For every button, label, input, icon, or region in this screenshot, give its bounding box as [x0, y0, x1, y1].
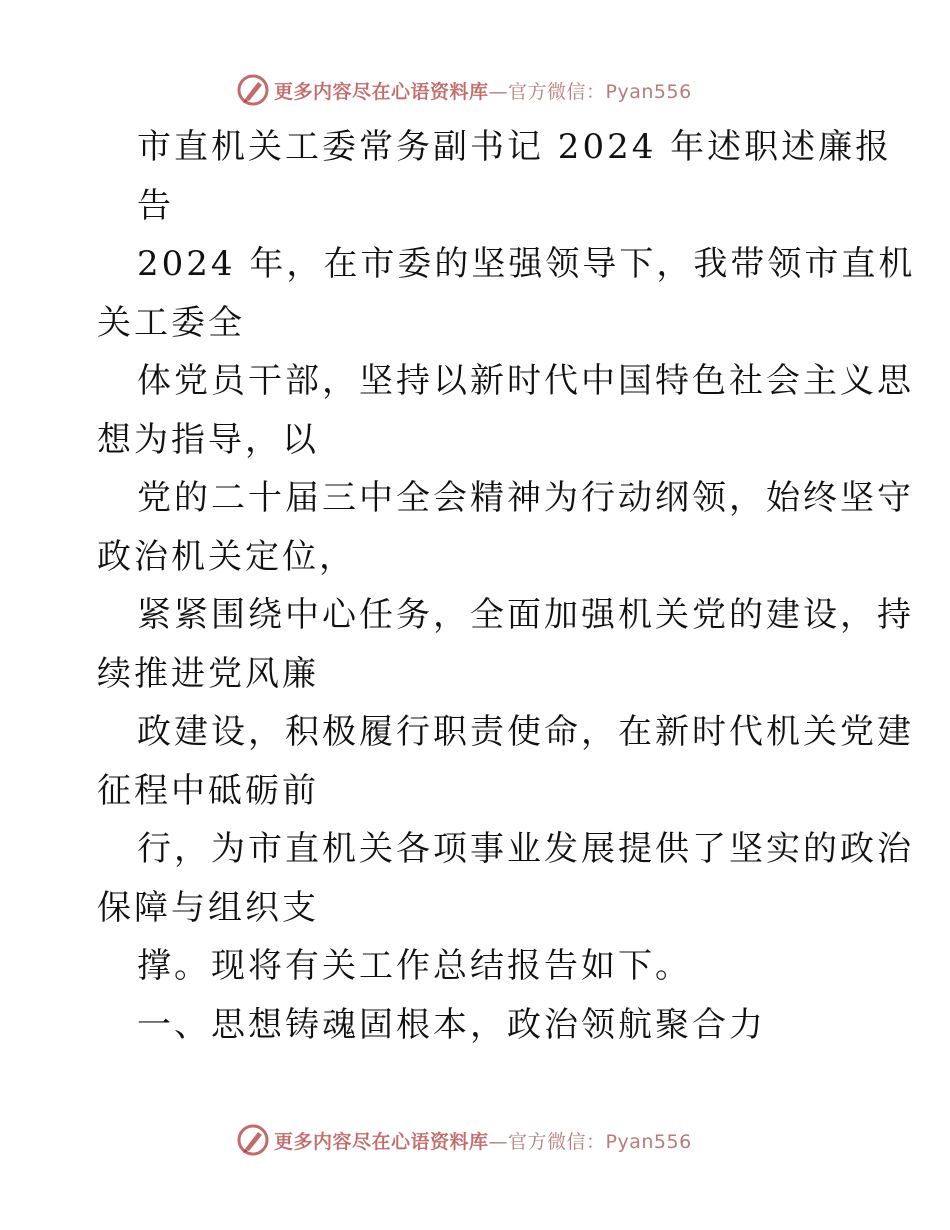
text-line: 党的二十届三中全会精神为行动纲领，始终坚守 — [137, 478, 914, 518]
text-line: 政建设，积极履行职责使命，在新时代机关党建 — [137, 712, 914, 752]
text-line: 一、思想铸魂固根本，政治领航聚合力 — [137, 1004, 766, 1045]
text-line: 2024 年，在市委的坚强领导下，我带领市直机 — [137, 244, 916, 284]
watermark-banner-bottom — [236, 1122, 692, 1158]
text-line: 政治机关定位， — [97, 536, 356, 577]
document-body — [97, 118, 916, 1054]
pen-logo-icon — [236, 1123, 270, 1157]
watermark-main-text: 更多内容尽在心语资料库 — [274, 1130, 489, 1153]
text-line: 紧紧围绕中心任务，全面加强机关党的建设，持 — [137, 595, 914, 635]
text-line: 想为指导，以 — [97, 419, 319, 460]
text-line: 体党员干部，坚持以新时代中国特色社会主义思 — [137, 361, 914, 401]
watermark-sub-text: —官方微信：Pyan556 — [488, 1130, 692, 1153]
text-line: 保障与组织支 — [97, 887, 319, 928]
watermark-banner-top — [236, 72, 692, 108]
text-line: 行，为市直机关各项事业发展提供了坚实的政治 — [137, 829, 914, 869]
watermark-sub-text: —官方微信：Pyan556 — [488, 80, 692, 103]
text-line: 续推进党风廉 — [97, 653, 319, 694]
watermark-text — [274, 1127, 692, 1154]
text-line: 撑。现将有关工作总结报告如下。 — [137, 946, 692, 986]
text-line: 告 — [137, 185, 174, 226]
text-line: 征程中砥砺前 — [97, 770, 319, 811]
text-line: 关工委全 — [97, 302, 245, 343]
watermark-main-text: 更多内容尽在心语资料库 — [274, 80, 489, 103]
pen-logo-icon — [236, 73, 270, 107]
text-line: 市直机关工委常务副书记 2024 年述职述廉报 — [137, 127, 893, 167]
watermark-text — [274, 77, 692, 104]
